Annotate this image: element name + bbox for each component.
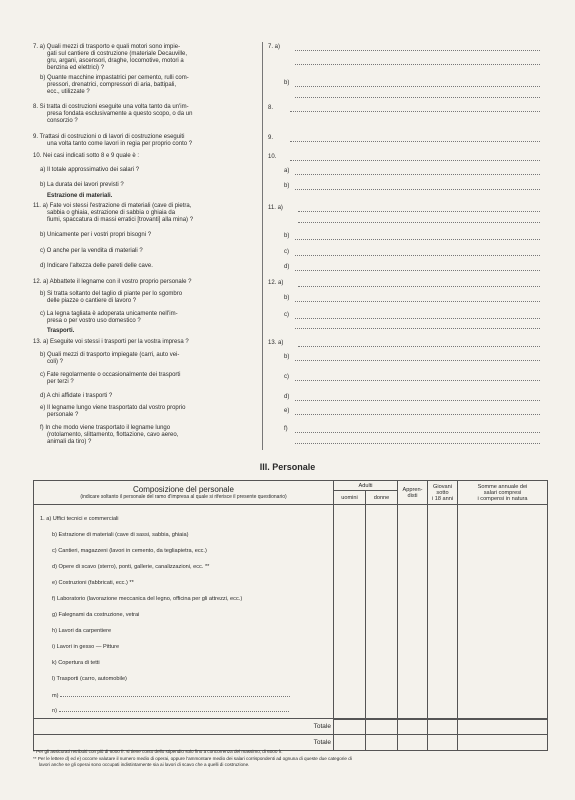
row-label: 1. a) Uffici tecnici e commerciali (34, 511, 334, 527)
cell-uomini[interactable] (334, 607, 366, 623)
row-label: c) Cantieri, magazzeni (lavori in cemento, da tegliapietra, ecc.) (34, 543, 334, 559)
question-11b: b) Unicamente per i vostri propri bisogni ? (40, 232, 152, 238)
question-7a-line2: gati sul cantiere di costruzione (materiale Decauville, (47, 51, 188, 57)
answer-label-12b: b) (284, 295, 290, 301)
total-apprendisti[interactable] (398, 719, 428, 735)
section-title: III. Personale (259, 462, 316, 472)
table-row (34, 687, 548, 703)
answer-field-11d[interactable] (295, 270, 540, 271)
answer-field-11c[interactable] (295, 255, 540, 256)
cell-uomini[interactable] (334, 639, 366, 655)
row-m-write-in[interactable] (60, 691, 290, 697)
header-somme-line2: salari compresi (483, 489, 522, 496)
cell-uomini[interactable] (334, 543, 366, 559)
question-13d: d) A chi affidate i trasporti ? (40, 393, 113, 399)
answer-label-11c: c) (284, 249, 289, 255)
answer-label-8: 8. (268, 105, 274, 111)
cell-donne[interactable] (366, 655, 398, 671)
cell-somme[interactable] (458, 527, 548, 543)
cell-giovani[interactable] (428, 575, 458, 591)
header-giovani-line3: i 18 anni (431, 495, 454, 502)
cell-somme[interactable] (458, 559, 548, 575)
answer-label-7b: b) (284, 80, 290, 86)
answer-label-12c: c) (284, 312, 289, 318)
header-composition (34, 481, 334, 505)
table-row (34, 623, 548, 639)
table-row (34, 559, 548, 575)
table-row (34, 575, 548, 591)
answer-field-7b-line2[interactable] (295, 97, 540, 98)
answer-field-13d[interactable] (295, 400, 540, 401)
answer-label-9: 9. (268, 135, 274, 141)
cell-apprendisti[interactable] (398, 511, 428, 527)
cell-somme[interactable] (458, 687, 548, 703)
header-composition-title: Composizione del personale (133, 485, 234, 494)
table-row (34, 543, 548, 559)
cell-apprendisti[interactable] (398, 559, 428, 575)
cell-somme[interactable] (458, 511, 548, 527)
answer-label-10: 10. (268, 154, 277, 160)
cell-donne[interactable] (366, 607, 398, 623)
cell-uomini[interactable] (334, 703, 366, 719)
answer-field-13f[interactable] (295, 432, 540, 433)
cell-giovani[interactable] (428, 527, 458, 543)
question-13b: b) Quali mezzi di trasporto impiegate (carri, auto vei- (40, 352, 180, 358)
cell-giovani[interactable] (428, 623, 458, 639)
cell-giovani[interactable] (428, 655, 458, 671)
row-label: i) Lavori in gesso — Pitture (34, 639, 334, 655)
answer-field-11b[interactable] (295, 239, 540, 240)
cell-giovani[interactable] (428, 591, 458, 607)
question-7b-line3: ecc., utilizzate ? (47, 89, 90, 95)
question-10a: a) Il totale approssimativo dei salari ? (40, 167, 140, 173)
question-11d: d) Indicare l'altezza delle pareti delle cave. (40, 263, 153, 269)
cell-apprendisti[interactable] (398, 671, 428, 687)
table-row (34, 511, 548, 527)
footnote-2: ** Per le lettere d) ed e) occorre valutare il numero medio di operai, oppure l'ammontare medio dei salari corrispondenti ad ognuna di queste due categorie di (33, 756, 352, 761)
row-label: f) Laboratorio (lavorazione meccanica del legno, officina per gli attrezzi, ecc.) (34, 591, 334, 607)
answer-label-10b: b) (284, 183, 290, 189)
cell-uomini[interactable] (334, 559, 366, 575)
header-giovani-line1: Giovani (433, 483, 452, 490)
cell-apprendisti[interactable] (398, 591, 428, 607)
total-label-2: Totale (34, 735, 334, 751)
question-7a: 7. a) Quali mezzi di trasporto e quali motori sono impie- (33, 44, 181, 50)
cell-donne[interactable] (366, 687, 398, 703)
cell-somme[interactable] (458, 575, 548, 591)
footnote-1: * Per gli assicurati retribuiti con più di 6000 fr. si tiene conto dello stipendio solo fino a concorrenza del massimo, di 6000 fr. (33, 749, 283, 754)
footnote-2-cont: lavori anche se gli operai sono occupati indistintamente sia ai lavori di scavo che a quelli di costruzione. (39, 762, 250, 767)
question-8-line2: presa fondata esclusivamente a questo scopo, o da un (47, 111, 193, 117)
cell-donne[interactable] (366, 543, 398, 559)
cell-uomini[interactable] (334, 511, 366, 527)
question-13f-line2: (rotolamento, slittamento, flottazione, cavo aereo, (47, 432, 179, 438)
answer-label-13e: e) (284, 408, 290, 414)
table-row (34, 607, 548, 623)
cell-uomini[interactable] (334, 623, 366, 639)
cell-uomini[interactable] (334, 655, 366, 671)
cell-somme[interactable] (458, 623, 548, 639)
answer-field-12c-line2[interactable] (295, 328, 540, 329)
header-donne: donne (366, 491, 398, 505)
cell-apprendisti[interactable] (398, 527, 428, 543)
row-label: g) Falegnami da costruzione, vetrai (34, 607, 334, 623)
row-label: l) Trasporti (carro, automobile) (34, 671, 334, 687)
answer-field-13f-line2[interactable] (295, 443, 540, 444)
personnel-table (33, 480, 548, 751)
question-12b-line2: delle piazze o cantiere di lavoro ? (47, 298, 137, 304)
table-row (34, 671, 548, 687)
question-12c: c) La legna tagliata è adoperata unicamente nell'im- (40, 311, 178, 317)
cell-donne[interactable] (366, 511, 398, 527)
answer-field-11a[interactable] (298, 211, 540, 212)
total2-giovani[interactable] (428, 735, 458, 751)
cell-somme[interactable] (458, 639, 548, 655)
column-divider (262, 42, 263, 450)
answer-label-11d: d) (284, 264, 290, 270)
cell-somme[interactable] (458, 607, 548, 623)
answer-label-13d: d) (284, 394, 290, 400)
answer-field-8[interactable] (290, 111, 540, 112)
answer-label-12a: 12. a) (268, 280, 284, 286)
question-13b-line2: coli) ? (47, 359, 64, 365)
cell-donne[interactable] (366, 671, 398, 687)
question-7b: b) Quante macchine impastatrici per cemento, rulli com- (40, 75, 189, 81)
answer-field-11a-line2[interactable] (298, 222, 540, 223)
cell-uomini[interactable] (334, 591, 366, 607)
header-uomini: uomini (334, 491, 366, 505)
cell-giovani[interactable] (428, 511, 458, 527)
answer-label-13f: f) (284, 426, 288, 432)
cell-donne[interactable] (366, 591, 398, 607)
answer-field-12a[interactable] (298, 286, 540, 287)
cell-donne[interactable] (366, 639, 398, 655)
total2-somme[interactable] (458, 735, 548, 751)
cell-giovani[interactable] (428, 671, 458, 687)
total-giovani[interactable] (428, 719, 458, 735)
header-apprendisti-line1: Appren- (402, 486, 423, 493)
row-label: e) Costruzioni (fabbricati, ecc.) ** (34, 575, 334, 591)
question-10b: b) La durata dei lavori previsti ? (40, 182, 124, 188)
cell-donne[interactable] (366, 527, 398, 543)
question-7b-line2: pressori, drenatrici, compressori di aria, battipali, (47, 82, 177, 88)
answer-field-13a[interactable] (298, 346, 540, 347)
question-11a-line3: fiumi, spaccatura di massi erratici [trovanti] alla mina) ? (47, 217, 194, 223)
header-composition-note: (indicare soltanto il personale del ramo d'impresa al quale si riferisce il presente questionario) (80, 494, 287, 500)
cell-donne[interactable] (366, 575, 398, 591)
cell-somme[interactable] (458, 703, 548, 719)
cell-giovani[interactable] (428, 639, 458, 655)
cell-donne[interactable] (366, 559, 398, 575)
answer-field-13e[interactable] (295, 414, 540, 415)
question-12c-line2: presa o per vostro uso domestico ? (47, 318, 141, 324)
row-label: d) Opere di scavo (sterro), ponti, gallerie, canalizzazioni, ecc. ** (34, 559, 334, 575)
heading-trasporti: Trasporti. (47, 328, 75, 334)
cell-giovani[interactable] (428, 543, 458, 559)
total2-apprendisti[interactable] (398, 735, 428, 751)
answer-label-13a: 13. a) (268, 340, 284, 346)
header-apprendisti (398, 481, 428, 505)
heading-estrazione: Estrazione di materiali. (47, 193, 113, 199)
answer-label-13b: b) (284, 354, 290, 360)
question-13c: c) Fate regolarmente o occasionalmente dei trasporti (40, 372, 181, 378)
question-13f-line3: animali da tiro) ? (47, 439, 92, 445)
question-7a-line3: gru, argani, ascensori, draghe, locomotive, motori a (47, 58, 184, 64)
question-13e-line2: personale ? (47, 412, 79, 418)
total-uomini[interactable] (334, 719, 366, 735)
cell-apprendisti[interactable] (398, 639, 428, 655)
row-label: k) Copertura di tetti (34, 655, 334, 671)
answer-field-12b[interactable] (295, 301, 540, 302)
question-13c-line2: per terzi ? (47, 379, 74, 385)
answer-field-10b[interactable] (295, 189, 540, 190)
answer-field-10a[interactable] (295, 174, 540, 175)
question-8: 8. Si tratta di costruzioni eseguite una volta tanto da un'im- (33, 104, 189, 110)
row-label: h) Lavori da carpentiere (34, 623, 334, 639)
question-12b: b) Si tratta soltanto del taglio di piante per lo sgombro (40, 291, 183, 297)
cell-apprendisti[interactable] (398, 687, 428, 703)
total-somme[interactable] (458, 719, 548, 735)
table-row (34, 639, 548, 655)
answer-field-13b[interactable] (295, 360, 540, 361)
question-10: 10. Nei casi indicati sotto 8 e 9 quale è : (33, 153, 140, 159)
header-giovani (428, 481, 458, 505)
table-row (34, 703, 548, 719)
cell-donne[interactable] (366, 623, 398, 639)
answer-label-10a: a) (284, 168, 290, 174)
header-somme (458, 481, 548, 505)
question-13e: e) Il legname lungo viene trasportato dal vostro proprio (40, 405, 186, 411)
answer-field-7a[interactable] (295, 50, 540, 51)
cell-donne[interactable] (366, 703, 398, 719)
answer-field-10[interactable] (290, 160, 540, 161)
answer-field-9[interactable] (290, 141, 540, 142)
question-9: 9. Trattasi di costruzioni o di lavori di costruzione eseguiti (33, 134, 185, 140)
total2-uomini[interactable] (334, 735, 366, 751)
cell-somme[interactable] (458, 655, 548, 671)
cell-somme[interactable] (458, 591, 548, 607)
row-n-write-in[interactable] (59, 706, 289, 712)
question-12a: 12. a) Abbattete il legname con il vostro proprio personale ? (33, 279, 192, 285)
answer-field-7a-line2[interactable] (295, 64, 540, 65)
total-row (34, 719, 548, 735)
question-11c: c) O anche per la vendita di materiali ? (40, 248, 143, 254)
question-13f: f) In che modo viene trasportato il legname lungo (40, 425, 171, 431)
table-row (34, 527, 548, 543)
cell-apprendisti[interactable] (398, 623, 428, 639)
cell-uomini[interactable] (334, 527, 366, 543)
answer-label-11a: 11. a) (268, 205, 283, 211)
answer-label-7a: 7. a) (268, 44, 281, 50)
table-row (34, 655, 548, 671)
cell-giovani[interactable] (428, 559, 458, 575)
question-9-line2: una volta tanto come lavori in regia per proprio conto ? (47, 141, 193, 147)
cell-apprendisti[interactable] (398, 575, 428, 591)
cell-somme[interactable] (458, 543, 548, 559)
cell-apprendisti[interactable] (398, 607, 428, 623)
total2-donne[interactable] (366, 735, 398, 751)
cell-giovani[interactable] (428, 687, 458, 703)
answer-label-11b: b) (284, 233, 290, 239)
cell-somme[interactable] (458, 671, 548, 687)
question-8-line3: consorzio ? (47, 118, 78, 124)
cell-uomini[interactable] (334, 687, 366, 703)
table-row (34, 591, 548, 607)
header-adulti: Adulti (334, 481, 398, 491)
question-13a: 13. a) Eseguite voi stessi i trasporti per la vostra impresa ? (33, 339, 189, 345)
header-apprendisti-line2: disti (407, 492, 418, 499)
total-label: Totale (34, 719, 334, 735)
row-label: n) (52, 708, 57, 715)
cell-apprendisti[interactable] (398, 703, 428, 719)
cell-giovani[interactable] (428, 703, 458, 719)
header-giovani-line2: sotto (436, 489, 449, 496)
cell-apprendisti[interactable] (398, 655, 428, 671)
cell-giovani[interactable] (428, 607, 458, 623)
answer-field-7b[interactable] (295, 86, 540, 87)
cell-uomini[interactable] (334, 575, 366, 591)
answer-field-12c[interactable] (295, 318, 540, 319)
answer-field-13c[interactable] (295, 380, 540, 381)
answer-label-13c: c) (284, 374, 289, 380)
question-11a: 11. a) Fate voi stessi l'estrazione di materiali (cave di pietra, (33, 203, 192, 209)
question-7a-line4: benzina ed elettrici) ? (47, 65, 105, 71)
cell-apprendisti[interactable] (398, 543, 428, 559)
question-11a-line2: sabbia o ghiaia, estrazione di sabbia o ghiaia da (47, 210, 176, 216)
row-label: m) (52, 692, 59, 699)
header-somme-line3: i compensi in natura (477, 495, 528, 502)
row-label: b) Estrazione di materiali (cave di sassi, sabbia, ghiaia) (34, 527, 334, 543)
total-donne[interactable] (366, 719, 398, 735)
cell-uomini[interactable] (334, 671, 366, 687)
header-somme-line1: Somme annuale dei (477, 483, 528, 490)
